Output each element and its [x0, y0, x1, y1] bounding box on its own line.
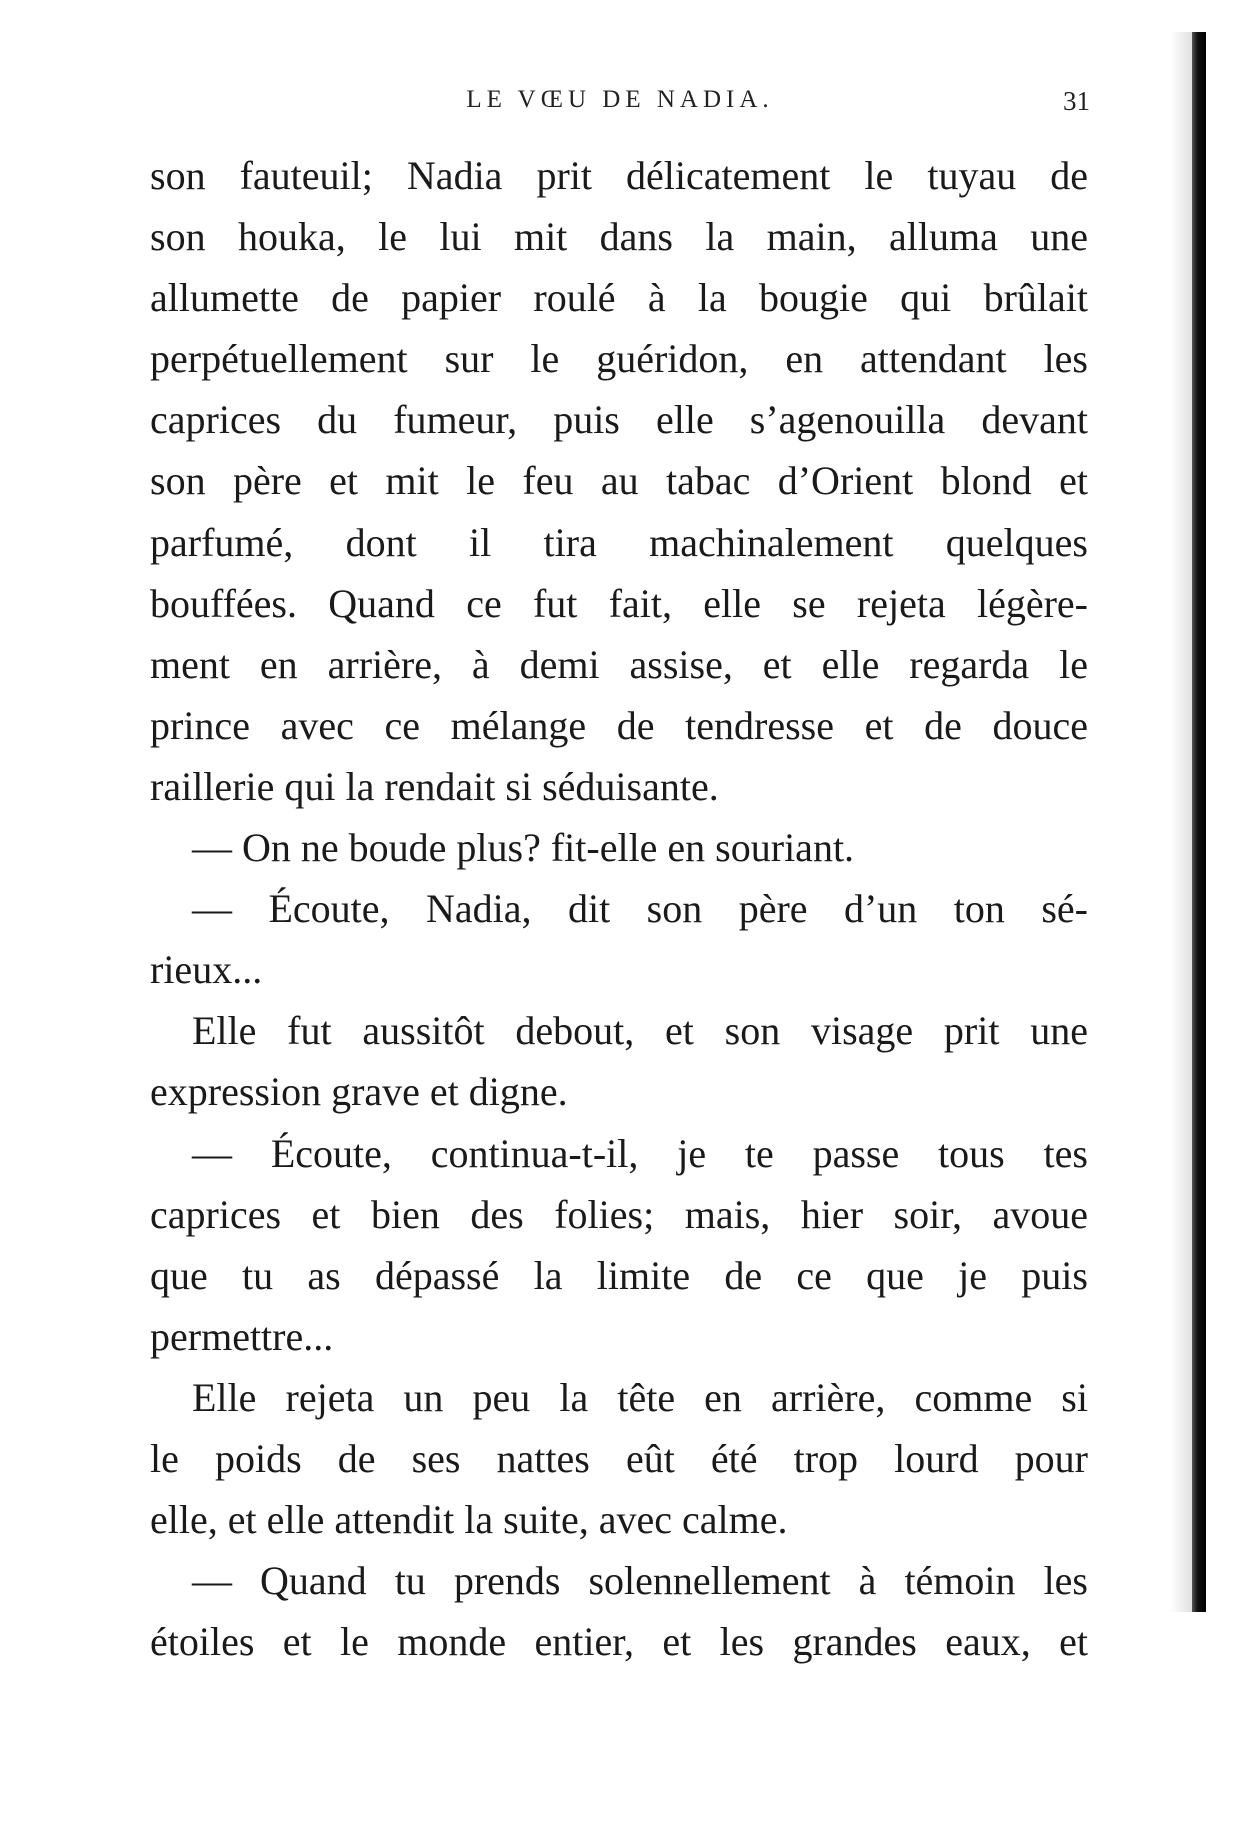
- text-line: caprices et bien des folies; mais, hier soir, avoue: [150, 1191, 1088, 1237]
- text-line: raillerie qui la rendait si séduisante.: [150, 763, 719, 809]
- text-line: parfumé, dont il tira machinalement quelques: [150, 519, 1088, 565]
- text-line: étoiles et le monde entier, et les grandes eaux, et: [150, 1619, 1088, 1665]
- text-line: permettre...: [150, 1313, 334, 1359]
- text-line: bouffées. Quand ce fut fait, elle se rejeta légère-: [150, 580, 1088, 626]
- running-title: LE VŒU DE NADIA.: [466, 86, 774, 113]
- text-line: son fauteuil; Nadia prit délicatement le tuyau de: [150, 153, 1088, 198]
- text-line: prince avec ce mélange de tendresse et de douce: [150, 702, 1088, 748]
- text-line: que tu as dépassé la limite de ce que je puis: [150, 1252, 1088, 1298]
- text-line: rieux...: [150, 947, 263, 993]
- text-line: allumette de papier roulé à la bougie qui brûlait: [150, 275, 1088, 321]
- text-line: perpétuellement sur le guéridon, en attendant les: [150, 336, 1088, 382]
- text-line: expression grave et digne.: [150, 1069, 568, 1115]
- text-line: — Écoute, Nadia, dit son père d’un ton sé-: [192, 886, 1088, 932]
- text-line: son père et mit le feu au tabac d’Orient blond et: [150, 458, 1088, 504]
- text-line: caprices du fumeur, puis elle s’agenouilla devant: [150, 397, 1088, 443]
- binding-edge: [1192, 32, 1206, 1612]
- text-line: — Écoute, continua-t-il, je te passe tous tes: [192, 1130, 1088, 1176]
- body-text: [150, 145, 1088, 1672]
- binding-shadow: [1170, 32, 1192, 1612]
- text-line: ment en arrière, à demi assise, et elle regarda le: [150, 641, 1088, 687]
- text-line: — Quand tu prends solennellement à témoin les: [192, 1558, 1088, 1604]
- text-line: — On ne boude plus? fit-elle en souriant.: [192, 825, 855, 871]
- page-number: 31: [1063, 86, 1090, 116]
- text-line: Elle fut aussitôt debout, et son visage prit une: [192, 1008, 1088, 1054]
- running-head: [150, 86, 1090, 126]
- text-line: elle, et elle attendit la suite, avec calme.: [150, 1497, 788, 1543]
- text-line: son houka, le lui mit dans la main, alluma une: [150, 214, 1088, 260]
- text-line: le poids de ses nattes eût été trop lourd pour: [150, 1435, 1088, 1481]
- text-line: Elle rejeta un peu la tête en arrière, comme si: [192, 1374, 1088, 1420]
